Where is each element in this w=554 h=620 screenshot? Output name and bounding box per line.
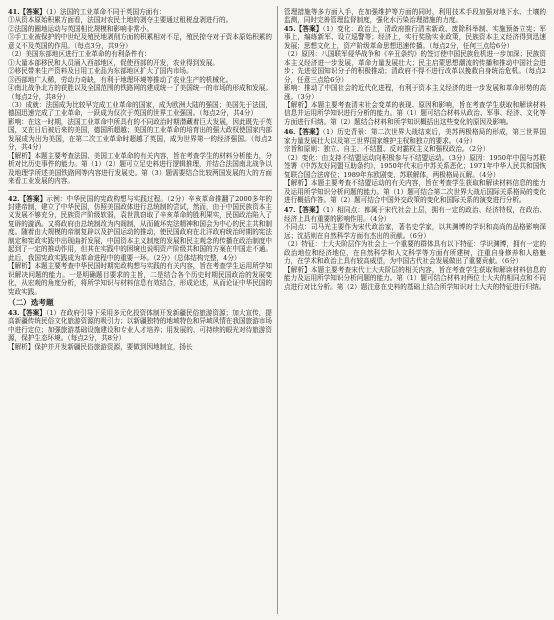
answer-tag: 【答案】 — [19, 8, 46, 16]
answer-line: （2）变化：由支持不结盟运动向积极参与不结盟运动。（3分）原因：1950年中国与苏联签署《中苏友好同盟互助条约》，1950年代末后中苏关系恶化；1971年中华人民共和国恢复联合国合法席位；1989年东欧剧变、苏联解体，两极格局瓦解。（4分） — [284, 153, 546, 179]
column-divider — [277, 6, 278, 614]
answer-line: 影响：在这一时期，法国工业革命中所具有的不同政治时期潜藏着巨大发展，因此既先于英国，又在日后被后来的美国，德国所超越；美国的工业革命的培育出的强大政权使国家内部发展成为出为美国，在第二次工业革命时超越了英国，成为世界第一的经济强国。（每点2分，共4分） — [8, 117, 272, 152]
answer-line: 不同点：司马光主要作为宋代政治家，著名史学家，以其渊博的学识和高尚的品格影响深远；沈括则在自然科学方面有杰出的贡献。（6分） — [284, 223, 546, 240]
answer-line: 42.【答案】示例：中华民国的宪政构想与实践过程。（2分）辛亥革命推翻了2000多年的封建帝制，建立了中华民国，仿照美国政体进行总统制的尝试，然而，由于中国民族资本主义发展不够充分，民族资产阶级软弱，袁世凯窃取了辛亥革命的胜利果实，民国政治陷入了复辟的漩涡。又将政府由总统制改为内阁制，从而破坏宪法精神和国会为中心的民主共和制度。随着由大规模的帝制复辟以及护国运动的推动，使民国政府在北洋政府统治时期的宪法制定和宪政实践中出现曲折发展，中国资本主义制度的发展和民主观念的传播在政治制度中起到了一定的推动作用，但其在实践中的困境也说明资产阶级共和国的方案在中国走不通。此后，我国宪政实践成为革命进程中的重要一环。（2分）（总体结构完整，4分） — [8, 194, 272, 262]
answer-line: （3）成就：法国成为比较早完成工业革命的国家，成为欧洲大陆的强国；美国先于法国，德国迅速完成了工业革命，一跃成为仅次于英国的世界工业强国。（每点2分，共4分） — [8, 100, 272, 118]
question-number: 42. — [8, 194, 20, 203]
continued-text: 管理措施等多方面入手，在加强维护等方面的同时，利用技术手段加强对地下水、土壤的监测，同时完善管理监督制度，强化水污染治理措施的力度。 — [284, 8, 546, 25]
answer-line: 41.【答案】（1）法国的工业革命不同于英国方面有： — [8, 8, 166, 16]
question-number: 47. — [284, 206, 296, 215]
section-title: （二）选考题 — [8, 297, 54, 307]
answer-line: （2）特征：士大夫阶层作为社会上一个重要的群体具有以下特征：学识渊博，拥有一定的政治地位和经济地位，在自然科学和人文科学等方面有所建树，注重自身修养和人格魅力，在学术和政治上具有较高威望，为中国古代社会发展做出了重要贡献。（6分） — [284, 240, 546, 266]
answer-line: ③手工业被保护的中世纪及殖民地剥削方面的积累相对不足，殖民掠夺对于资本原始积累的意义不及英国的作用。（每点3分，共9分） — [8, 33, 272, 50]
answer-line: （2）原因：八国联军侵华战争和《辛丑条约》的签订使中国民族危机进一步加深；民族资本主义经济进一步发展，革命力量发展壮大；民主启蒙思想潮流的传播和推动中国社会进步；先进爱国知识分子的积极推动；清政府不得不进行改革以挽救自身统治危机。（每点2分，任意三点给6分） — [284, 50, 546, 84]
question-45 — [284, 25, 546, 126]
analysis-paragraph: 【解析】保护并开发新疆民俗旅游资源，要做到因地制宜，扬长 — [8, 342, 193, 351]
answer-line: ③西部地广人稀，劳动力奇缺，有利于地理环境等推动了农业生产的机械化。 — [8, 75, 233, 84]
answer-line: 43.【答案】（1）在政府引导下采用多元化投资体制开发新疆民俗旅游资源；加大宣传，提高新疆传统民俗文化旅游资源的吸引力；以新疆独特的地域特色和异域风情在我国旅游市场中进行定位；加强旅游基础设施建设和专业人才培养；用发展的、可持续的眼光对待旅游资源，保护生态环境。（每点2分，共8分） — [8, 308, 272, 343]
answer-line: 46.【答案】（1）历史背景：第二次世界大战结束后，美苏两极格局的形成，第三世界国家力量发展壮大以及第三世界国家维护主权和独立的要求。（4分） — [284, 128, 546, 145]
question-46 — [284, 128, 546, 204]
analysis-paragraph: 【解析】本题主要考查中华民国时期宪政构想与实践的有关内容，旨在考查学生运用所学知识解决问题的能力。一是明确题目要求的主旨，二是结合各个历史时期民国政治的发展变化，从宏观的角度分析，将所学知识与材料信息有效结合，形成论述，从而论证中华民国的宪政实践。 — [8, 262, 272, 296]
answer-tag: 【答案】 — [295, 24, 323, 33]
answer-tag: 【答案】 — [295, 206, 323, 215]
answer-tag: 【答案】 — [19, 308, 46, 317]
question-number: 43. — [8, 308, 20, 317]
answer-line: 影响：推动了中国社会的近代化进程，有利于资本主义经济的进一步发展和革命形势的高涨。（3分） — [284, 84, 546, 101]
answer-line: ①从资本原始积累方面看，法国对农民土地的剥夺主要通过租税盘剥进行的。 — [8, 16, 233, 25]
answer-line: ②法国的圈地运动与英国相比规模和影响非常小。 — [8, 24, 154, 33]
answer-line: 宗旨和原则：独立、自主、不结盟、反对霸权主义和强权政治。（2分） — [284, 145, 490, 154]
analysis-paragraph: 【解析】本题主要考查不结盟运动的有关内容，旨在考查学生获取和解读材料信息的能力及运用所学知识分析问题的能力。第（1）题可结合第二次世界大战后国际关系格局的变化进行概括作答。第（2）题可结合中国外交政策的变化和国际关系的演变进行分析。 — [284, 179, 546, 204]
answer-tag: 【答案】 — [19, 194, 47, 203]
answer-line: ②移民带来生产资料及日用工业品为东部地区扩大了国内市场。 — [8, 67, 193, 76]
question-43 — [8, 309, 272, 351]
analysis-paragraph: 【解析】本题主要考查宋代士大夫阶层的相关内容，旨在考查学生获取和解读材料信息的能力及运用所学知识分析问题的能力。第（1）题可结合材料对两位士大夫的相同点和不同点进行对比分析。第（2）题注意在史料的基础上结合所学知识对士大夫的特征进行归纳。 — [284, 265, 546, 291]
question-42 — [8, 195, 272, 296]
left-column — [8, 8, 272, 614]
question-47 — [284, 206, 546, 291]
answer-line: ④南北战争北方的获胜以及全国范围的铁路网的建成统一了美国统一的市场的形成和发展。（每点2分，共8分） — [8, 84, 272, 101]
question-number: 45. — [284, 24, 296, 33]
right-column — [284, 8, 546, 614]
divider — [8, 190, 272, 191]
answer-tag: 【答案】 — [295, 128, 323, 137]
answer-line: 45.【答案】（1）变化：政治上，清政府推行清末新政、废除科举制、实施预备立宪；军事上，编练新军、设立巡警等；经济上，实行奖励实业政策，民族资本主义经济得到迅速发展；思想文化上，资产阶级革命思想迅速传播。（每点2分，任何三点给6分） — [284, 24, 546, 50]
question-number: 41. — [8, 8, 20, 16]
analysis-paragraph: 【解析】本题主要考查法国、美国工业革命的有关内容，旨在考查学生的材料分析能力，分析对比历史事件的能力。第（1）（2）题可立足史料进行逻辑推理，并结合法国南北战争以及地理学所述美国铁路网等内容进行发展史。第（3）题需要结合比较两国发展的大的方面来看工业发展的内容。 — [8, 151, 272, 186]
answer-line: ①大量本部移民和人员涌入西部地区，促使西部的开发，农业得到发展。 — [8, 58, 219, 67]
question-number: 46. — [284, 128, 296, 137]
question-41 — [8, 8, 272, 186]
analysis-paragraph: 【解析】本题主要考查清末社会变革的表现、原因和影响，旨在考查学生获取和解读材料信息并运用所学知识进行分析的能力。第（1）题可结合材料从政治、军事、经济、文化等方面进行归纳。第（2）题结合材料和所学知识概括出这些变化的原因及影响。 — [284, 100, 546, 126]
answer-line: 47.【答案】（1）相同点：都属于宋代社会上层，拥有一定的政治、经济特权，在政治、经济上具有重要的影响作用。（4分） — [284, 206, 546, 223]
answer-line: （2）美国东部地区进行工业革命的有利条件有： — [8, 50, 151, 59]
